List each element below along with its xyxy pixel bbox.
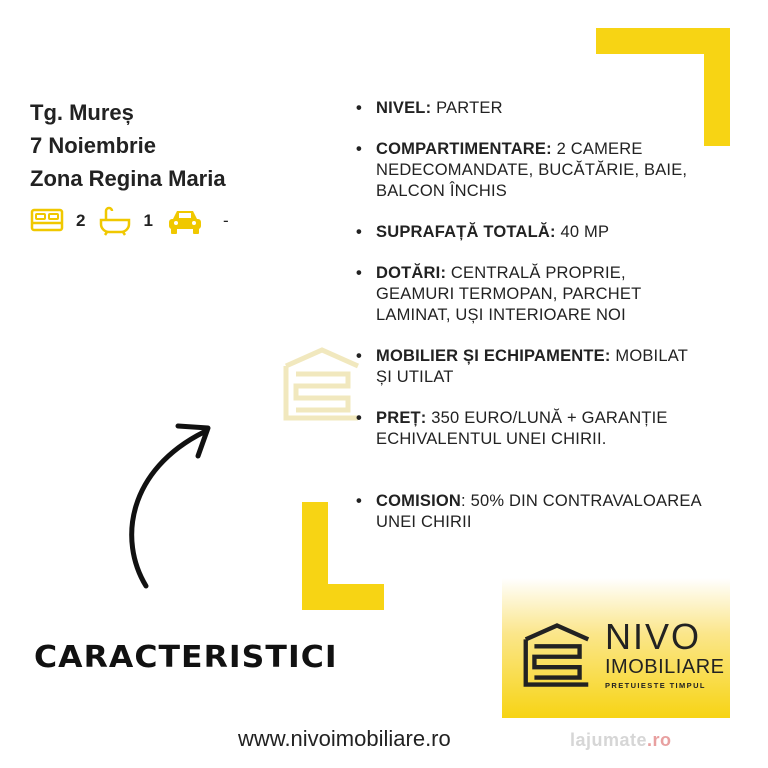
yellow-corner-top-right-vertical xyxy=(704,28,730,146)
feature-item: • COMPARTIMENTARE: 2 CAMERE NEDECOMANDATE, BUCĂTĂRIE, BAIE, BALCON ÎNCHIS xyxy=(356,139,706,202)
address-block xyxy=(30,96,226,195)
site-watermark-main: lajumate xyxy=(570,730,648,750)
bedrooms-count: 2 xyxy=(76,211,86,230)
feature-item: • DOTĂRI: CENTRALĂ PROPRIE, GEAMURI TERMOPAN, PARCHET LAMINAT, UȘI INTERIOARE NOI xyxy=(356,263,706,326)
logo-name: NIVO xyxy=(605,616,702,657)
car-icon xyxy=(167,207,203,235)
address-city: Tg. Mureș xyxy=(30,100,134,125)
nivo-logo-box xyxy=(502,578,730,718)
website-link[interactable]: www.nivoimobiliare.ro xyxy=(238,726,451,751)
bathrooms-count: 1 xyxy=(143,211,153,230)
nivo-logo-icon xyxy=(522,622,592,688)
site-watermark xyxy=(570,730,672,751)
logo-subtitle: IMOBILIARE xyxy=(605,656,725,678)
yellow-corner-bottom-left-horizontal xyxy=(302,584,384,610)
watermark-logo-icon xyxy=(282,344,362,424)
site-watermark-suffix: .ro xyxy=(647,730,672,750)
amenities-row xyxy=(30,204,243,238)
address-street: 7 Noiembrie xyxy=(30,133,156,158)
feature-item: • COMISION: 50% DIN CONTRAVALOAREA UNEI CHIRII xyxy=(356,491,706,533)
feature-item: • NIVEL: PARTER xyxy=(356,98,503,119)
parking-count: - xyxy=(222,211,229,230)
logo-tagline: PRETUIESTE TIMPUL xyxy=(605,681,706,690)
address-area: Zona Regina Maria xyxy=(30,166,226,191)
feature-item: • PREȚ: 350 EURO/LUNĂ + GARANȚIE ECHIVALENTUL UNEI CHIRII. xyxy=(356,408,706,450)
bed-icon xyxy=(30,208,64,234)
feature-item: • MOBILIER ȘI ECHIPAMENTE: MOBILAT ȘI UTILAT xyxy=(356,346,706,388)
bathtub-icon xyxy=(99,206,131,236)
curved-arrow-icon xyxy=(108,410,218,590)
feature-item: • SUPRAFAȚĂ TOTALĂ: 40 MP xyxy=(356,222,609,243)
characteristics-heading: CARACTERISTICI xyxy=(34,640,338,675)
